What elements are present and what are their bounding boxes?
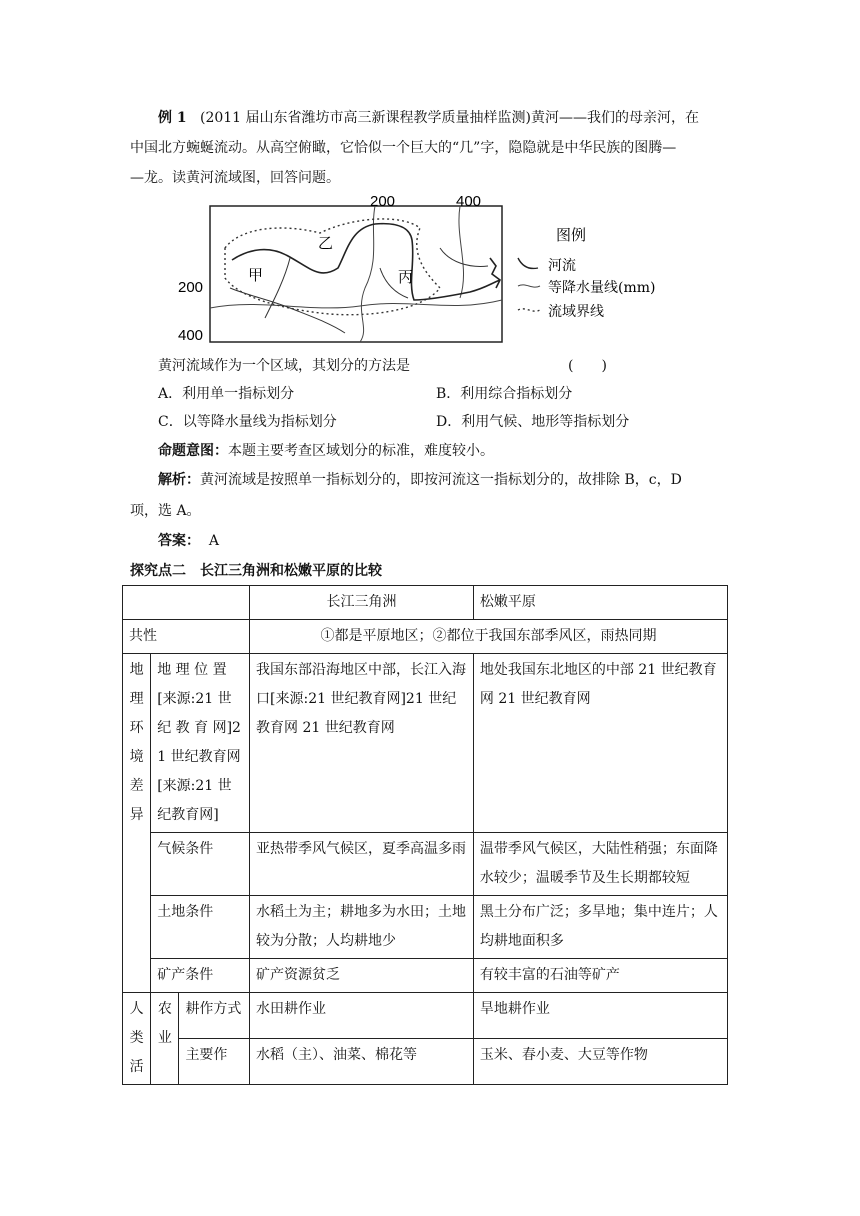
table-row-label: 矿产条件 (151, 959, 250, 993)
example-line-2: 中国北方蜿蜒流动。从高空俯瞰，它恰似一个巨大的“几”字，隐隐就是中华民族的图腾— (130, 140, 677, 156)
intent-text: 本题主要考查区域划分的标准，难度较小。 (228, 443, 494, 459)
question-stem: 黄河流域作为一个区域，其划分的方法是 (158, 358, 410, 374)
tributary (230, 288, 345, 333)
table-row (123, 654, 728, 833)
table-row-label: 主要作 (179, 1039, 250, 1085)
isohyet-value: 400 (178, 327, 204, 344)
table-row (123, 959, 728, 993)
table-row-label: 土地条件 (151, 896, 250, 959)
isohyet-value: 400 (456, 193, 482, 210)
table-row-label: 气候条件 (151, 833, 250, 896)
table-row-label: 地理环境差异 (123, 654, 151, 993)
table-cell (123, 586, 250, 620)
option-b: B．利用综合指标划分 (436, 386, 573, 402)
table-row (123, 620, 728, 654)
table-cell: 有较丰富的石油等矿产 (473, 959, 727, 993)
region-label-bing: 丙 (398, 268, 414, 286)
example-line-3: —龙。读黄河流域图，回答问题。 (130, 170, 340, 186)
example-source: (2011 届山东省潍坊市高三新课程教学质量抽样监测) (199, 110, 531, 126)
example-label: 例 1 (158, 110, 187, 126)
analysis-label: 解析： (158, 472, 200, 488)
table-row-label: 耕作方式 (179, 993, 250, 1039)
tributary (440, 248, 488, 266)
table-cell: 矿产资源贫乏 (250, 959, 474, 993)
yellow-river-basin-map (170, 188, 670, 350)
table-cell: 我国东部沿海地区中部，长江入海口[来源:21 世纪教育网]21 世纪教育网 21 世纪教育网 (250, 654, 474, 833)
table-cell: 水田耕作业 (250, 993, 474, 1039)
table-cell: 黑土分布广泛；多旱地；集中连片；人均耕地面积多 (473, 896, 727, 959)
table-cell: 亚热带季风气候区，夏季高温多雨 (250, 833, 474, 896)
answer-value: A (208, 533, 220, 549)
region-label-jia: 甲 (248, 266, 264, 284)
table-header: 松嫩平原 (473, 586, 727, 620)
analysis-line-2: 项，选 A。 (130, 503, 201, 519)
isohyet-line (459, 206, 464, 298)
table-cell: 水稻土为主；耕地多为水田；土地较为分散；人均耕地少 (250, 896, 474, 959)
example-line-1 (130, 103, 730, 133)
table-row-label: 农业 (151, 993, 179, 1085)
table-cell: ①都是平原地区；②都位于我国东部季风区，雨热同期 (250, 620, 728, 654)
section-title: 探究点二 长江三角洲和松嫩平原的比较 (130, 563, 382, 579)
table-row-label: 人类活 (123, 993, 151, 1085)
option-a: A．利用单一指标划分 (158, 386, 295, 402)
table-header: 长江三角洲 (250, 586, 474, 620)
answer-line (158, 527, 219, 555)
comparison-table (122, 585, 728, 1085)
isohyet-line (210, 300, 502, 308)
legend-river: 河流 (548, 258, 576, 274)
table-cell: 地处我国东北地区的中部 21 世纪教育网 21 世纪教育网 (473, 654, 727, 833)
isohyet-value: 200 (370, 193, 396, 210)
legend-river-symbol (518, 258, 538, 269)
legend-title: 图例 (556, 226, 587, 244)
intent-line (158, 437, 494, 465)
table-cell: 温带季风气候区，大陆性稍强；东面降水较少；温暖季节及生长期都较短 (473, 833, 727, 896)
region-label-yi: 乙 (318, 234, 334, 252)
table-row (123, 586, 728, 620)
table-cell: 旱地耕作业 (473, 993, 727, 1039)
option-c: C．以等降水量线为指标划分 (158, 414, 337, 430)
table-row (123, 896, 728, 959)
table-cell: 玉米、春小麦、大豆等作物 (473, 1039, 727, 1085)
tributary (265, 258, 290, 318)
table-row (123, 993, 728, 1039)
isohyet-value: 200 (178, 279, 204, 296)
table-row (123, 833, 728, 896)
table-row-label: 共性 (123, 620, 250, 654)
legend-boundary: 流域界线 (548, 304, 604, 320)
option-d: D．利用气候、地形等指标划分 (436, 414, 630, 430)
analysis-line-1 (158, 466, 682, 494)
analysis-text-1: 黄河流域是按照单一指标划分的，即按河流这一指标划分的，故排除 B，c，D (200, 472, 682, 488)
table-row (123, 1039, 728, 1085)
example-text-1: 黄河——我们的母亲河，在 (531, 110, 699, 126)
legend-isohyet-symbol (518, 285, 540, 287)
table-cell: 水稻（主）、油菜、棉花等 (250, 1039, 474, 1085)
legend-isohyet: 等降水量线(mm) (548, 280, 656, 296)
answer-parentheses: ( ) (568, 358, 607, 374)
intent-label: 命题意图： (158, 443, 228, 459)
legend-boundary-symbol (518, 309, 540, 311)
table-row-label: 地 理 位 置 [来源:21 世 纪 教 育 网]21 世纪教育网[来源:21 世纪教育网] (151, 654, 250, 833)
answer-label: 答案： (158, 533, 200, 549)
